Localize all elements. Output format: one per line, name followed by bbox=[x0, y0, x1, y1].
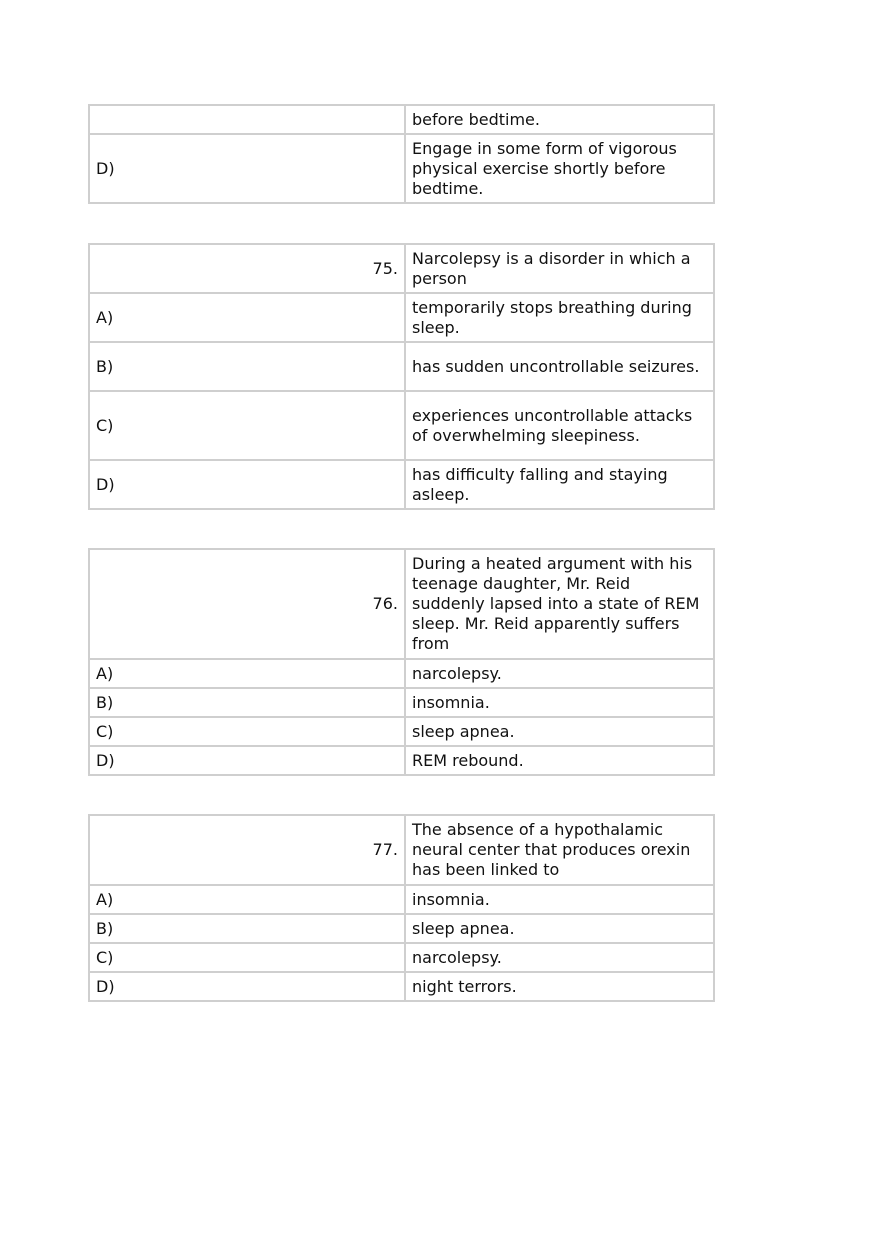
answer-option-row bbox=[89, 717, 714, 746]
option-text: insomnia. bbox=[405, 885, 714, 914]
option-letter: B) bbox=[89, 688, 405, 717]
option-letter: D) bbox=[89, 134, 405, 203]
question-stem: Narcolepsy is a disorder in which a person bbox=[405, 244, 714, 293]
question-stem-row bbox=[89, 549, 714, 659]
option-letter: A) bbox=[89, 659, 405, 688]
answer-option-row bbox=[89, 943, 714, 972]
question-number: 75. bbox=[89, 244, 405, 293]
answer-option-row bbox=[89, 972, 714, 1001]
answer-option-row bbox=[89, 391, 714, 460]
answer-option-row bbox=[89, 688, 714, 717]
option-letter: A) bbox=[89, 293, 405, 342]
option-letter: B) bbox=[89, 914, 405, 943]
option-text: insomnia. bbox=[405, 688, 714, 717]
answer-option-row bbox=[89, 293, 714, 342]
option-letter: D) bbox=[89, 746, 405, 775]
answer-option-row bbox=[89, 746, 714, 775]
answer-option-row bbox=[89, 460, 714, 509]
question-stem: The absence of a hypothalamic neural center that produces orexin has been linked to bbox=[405, 815, 714, 885]
question-block-74-continued bbox=[88, 104, 715, 204]
option-text: REM rebound. bbox=[405, 746, 714, 775]
question-stem-row bbox=[89, 815, 714, 885]
question-block-76 bbox=[88, 548, 715, 776]
answer-option-row bbox=[89, 134, 714, 203]
answer-option-row bbox=[89, 885, 714, 914]
option-text: narcolepsy. bbox=[405, 659, 714, 688]
question-stem: During a heated argument with his teenage daughter, Mr. Reid suddenly lapsed into a state of REM sleep. Mr. Reid apparently suffers from bbox=[405, 549, 714, 659]
option-text: narcolepsy. bbox=[405, 943, 714, 972]
question-stem: before bedtime. bbox=[405, 105, 714, 134]
option-letter: D) bbox=[89, 972, 405, 1001]
question-number: 77. bbox=[89, 815, 405, 885]
question-number: 76. bbox=[89, 549, 405, 659]
option-text: night terrors. bbox=[405, 972, 714, 1001]
question-block-75 bbox=[88, 243, 715, 510]
option-text: sleep apnea. bbox=[405, 914, 714, 943]
question-number bbox=[89, 105, 405, 134]
option-text: has difficulty falling and staying asleep. bbox=[405, 460, 714, 509]
answer-option-row bbox=[89, 659, 714, 688]
answer-option-row bbox=[89, 914, 714, 943]
option-letter: C) bbox=[89, 943, 405, 972]
question-block-77 bbox=[88, 814, 715, 1002]
option-text: sleep apnea. bbox=[405, 717, 714, 746]
option-text: Engage in some form of vigorous physical exercise shortly before bedtime. bbox=[405, 134, 714, 203]
question-stem-row bbox=[89, 105, 714, 134]
answer-option-row bbox=[89, 342, 714, 391]
option-text: experiences uncontrollable attacks of overwhelming sleepiness. bbox=[405, 391, 714, 460]
option-letter: C) bbox=[89, 391, 405, 460]
option-letter: A) bbox=[89, 885, 405, 914]
option-letter: C) bbox=[89, 717, 405, 746]
option-letter: B) bbox=[89, 342, 405, 391]
option-text: temporarily stops breathing during sleep. bbox=[405, 293, 714, 342]
question-stem-row bbox=[89, 244, 714, 293]
option-text: has sudden uncontrollable seizures. bbox=[405, 342, 714, 391]
option-letter: D) bbox=[89, 460, 405, 509]
